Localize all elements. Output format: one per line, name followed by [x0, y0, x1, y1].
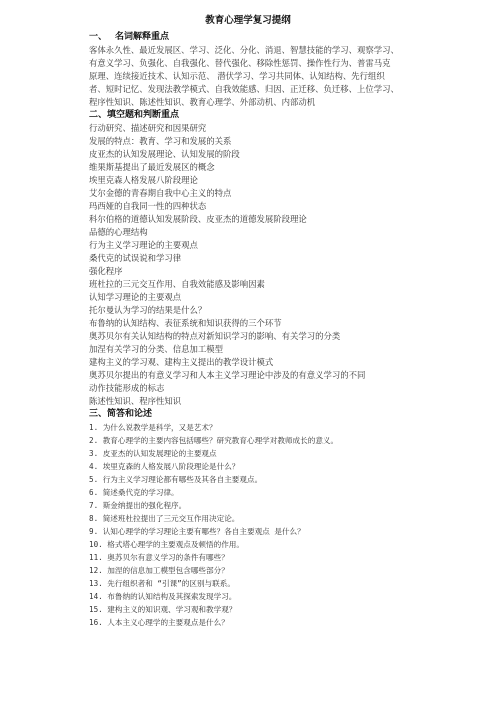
list-item: 行动研究、描述研究和因果研究: [89, 123, 207, 133]
question-item: 6. 简述桑代克的学习律。: [89, 488, 179, 497]
question-item: 10. 格式塔心理学的主要观点及顿悟的作用。: [89, 540, 244, 549]
question-item: 5. 行为主义学习理论都有哪些及其各自主要观点。: [89, 475, 263, 484]
question-item: 15. 建构主义的知识观、学习观和教学观？: [89, 605, 237, 614]
list-item: 发展的特点：教育、学习和发展的关系: [89, 136, 232, 146]
question-item: 1. 为什么说教学是科学，又是艺术？: [89, 423, 217, 432]
list-item: 布鲁纳的认知结构、表征系统和知识获得的三个环节: [89, 318, 282, 328]
question-item: 12. 加涅的信息加工模型包含哪些部分？: [89, 566, 229, 575]
question-item: 3. 皮亚杰的认知发展理论的主要观点: [89, 449, 217, 458]
terms-line: 客体永久性、最近发展区、学习、泛化、分化、消退、智慧技能的学习、观察学习、: [89, 45, 399, 55]
terms-paragraph: [89, 44, 419, 109]
section-number: 一、: [89, 32, 108, 42]
list-item: 强化程序: [89, 266, 123, 276]
document-content: [89, 31, 419, 629]
list-item: 桑代克的试误说和学习律: [89, 253, 182, 263]
fill-blank-list: [89, 122, 419, 408]
list-item: 行为主义学习理论的主要观点: [89, 240, 198, 250]
list-item: 品德的心理结构: [89, 227, 148, 237]
section-heading-label: 名词解释重点: [115, 32, 170, 42]
question-item: 16. 人本主义心理学的主要观点是什么？: [89, 618, 229, 627]
page-title: 教育心理学复习提纲: [205, 15, 291, 26]
question-item: 7. 斯金纳提出的强化程序。: [89, 501, 187, 510]
list-item: 加涅有关学习的分类、信息加工模型: [89, 344, 223, 354]
list-item: 艾尔金德的青春期自我中心主义的特点: [89, 188, 232, 198]
terms-line: 原理、连续接近技术、认知示范、 潜伏学习、学习共同体、认知结构、先行组织: [89, 71, 385, 81]
terms-line: 有意义学习、负强化、自我强化、替代强化、移除性惩罚、操作性行为、普雷马克: [89, 58, 391, 68]
question-item: 9. 认知心理学的学习理论主要有哪些？各自主要观点 是什么？: [89, 527, 305, 536]
list-item: 建构主义的学习观、建构主义提出的教学设计模式: [89, 357, 274, 367]
section-heading-short-answer: 三、简答和论述: [89, 409, 153, 419]
list-item: 动作技能形成的标志: [89, 383, 165, 393]
question-item: 11. 奥苏贝尔有意义学习的条件有哪些？: [89, 553, 229, 562]
question-item: 13. 先行组织者和 “引课”的区别与联系。: [89, 579, 235, 588]
list-item: 班杜拉的三元交互作用、自我效能感及影响因素: [89, 279, 265, 289]
question-list: [89, 421, 419, 629]
terms-line: 者、短时记忆、发现法教学模式、自我效能感、归因、正迁移、负迁移、上位学习、: [89, 84, 399, 94]
terms-line: 程序性知识、陈述性知识、教育心理学、外部动机、内部动机: [89, 97, 316, 107]
question-item: 14. 布鲁纳的认知结构及其探索发现学习。: [89, 592, 237, 601]
question-item: 2. 教育心理学的主要内容包括哪些？研究教育心理学对教师成长的意义。: [89, 436, 339, 445]
list-item: 陈述性知识、程序性知识: [89, 396, 182, 406]
list-item: 奥苏贝尔提出的有意义学习和人本主义学习理论中涉及的有意义学习的不同: [89, 370, 366, 380]
list-item: 皮亚杰的认知发展理论、认知发展的阶段: [89, 149, 240, 159]
list-item: 科尔伯格的道德认知发展阶段、皮亚杰的道德发展阶段理论: [89, 214, 307, 224]
question-item: 8. 简述班杜拉提出了三元交互作用决定论。: [89, 514, 240, 523]
list-item: 认知学习理论的主要观点: [89, 292, 182, 302]
list-item: 埃里克森人格发展八阶段理论: [89, 175, 198, 185]
question-item: 4. 埃里克森的人格发展八阶段理论是什么？: [89, 462, 240, 471]
section-heading-fill-blank: 二、填空题和判断重点: [89, 110, 180, 120]
list-item: 玛西娅的自我同一性的四种状态: [89, 201, 207, 211]
list-item: 奥苏贝尔有关认知结构的特点对新知识学习的影响、有关学习的分类: [89, 331, 341, 341]
list-item: 托尔曼认为学习的结果是什么？: [89, 305, 207, 315]
section-heading-terms: [89, 31, 419, 44]
list-item: 维果斯基提出了最近发展区的概念: [89, 162, 215, 172]
